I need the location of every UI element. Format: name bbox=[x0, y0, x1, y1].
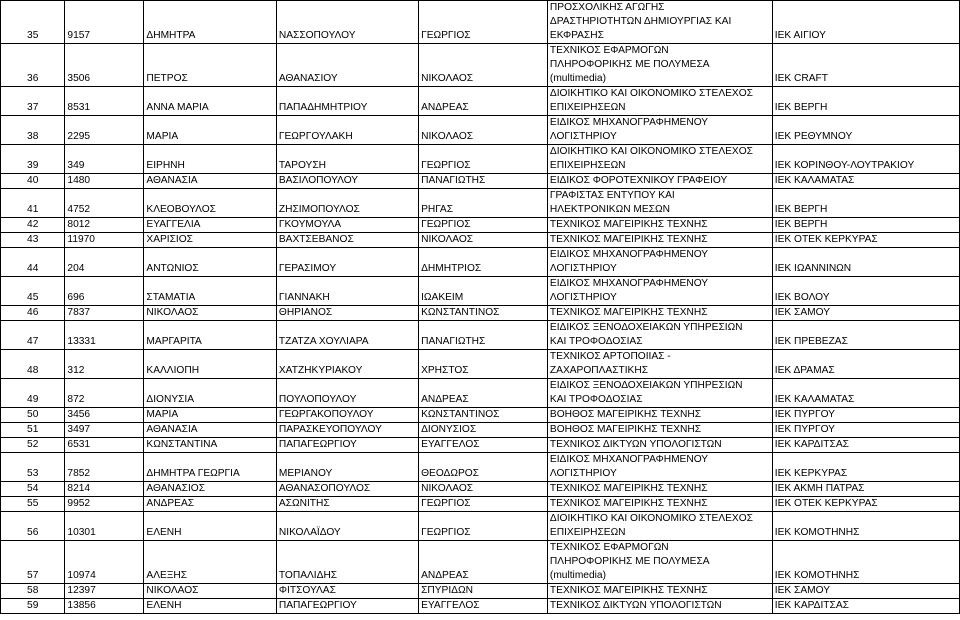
last-name-cell: ΤΑΡΟΥΣΗ bbox=[276, 145, 418, 174]
father-name-cell: ΝΙΚΟΛΑΟΣ bbox=[419, 233, 548, 248]
specialty-cell: ΕΙΔΙΚΟΣ ΜΗΧΑΝΟΓΡΑΦΗΜΕΝΟΥ ΛΟΓΙΣΤΗΡΙΟΥ bbox=[547, 277, 772, 306]
specialty-cell: ΤΕΧΝΙΚΟΣ ΕΦΑΡΜΟΓΩΝ ΠΛΗΡΟΦΟΡΙΚΗΣ ΜΕ ΠΟΛΥΜΕΣΑ (multimedia) bbox=[547, 44, 772, 87]
father-name-cell: ΠΑΝΑΓΙΩΤΗΣ bbox=[419, 174, 548, 189]
table-row bbox=[1, 277, 960, 306]
registration-id-cell: 13856 bbox=[65, 599, 144, 614]
table-row bbox=[1, 174, 960, 189]
registration-id-cell: 6531 bbox=[65, 438, 144, 453]
institute-cell: ΙΕΚ ΔΡΑΜΑΣ bbox=[772, 350, 959, 379]
row-number-cell: 54 bbox=[1, 482, 65, 497]
first-name-cell: ΚΩΝΣΤΑΝΤΙΝΑ bbox=[144, 438, 276, 453]
last-name-cell: ΤΖΑΤΖΑ ΧΟΥΛΙΑΡΑ bbox=[276, 321, 418, 350]
table-row bbox=[1, 423, 960, 438]
registration-id-cell: 696 bbox=[65, 277, 144, 306]
specialty-cell: ΤΕΧΝΙΚΟΣ ΜΑΓΕΙΡΙΚΗΣ ΤΕΧΝΗΣ bbox=[547, 482, 772, 497]
row-number-cell: 51 bbox=[1, 423, 65, 438]
registration-id-cell: 7837 bbox=[65, 306, 144, 321]
father-name-cell: ΠΑΝΑΓΙΩΤΗΣ bbox=[419, 321, 548, 350]
specialty-cell: ΕΙΔΙΚΟΣ ΞΕΝΟΔΟΧΕΙΑΚΩΝ ΥΠΗΡΕΣΙΩΝ ΚΑΙ ΤΡΟΦΟΔΟΣΙΑΣ bbox=[547, 321, 772, 350]
last-name-cell: ΓΕΡΑΣΙΜΟΥ bbox=[276, 248, 418, 277]
last-name-cell: ΤΟΠΑΛΙΔΗΣ bbox=[276, 541, 418, 584]
institute-cell: ΙΕΚ ΚΟΡΙΝΘΟΥ-ΛΟΥΤΡΑΚΙΟΥ bbox=[772, 145, 959, 174]
first-name-cell: ΑΝΝΑ ΜΑΡΙΑ bbox=[144, 87, 276, 116]
institute-cell: ΙΕΚ ΑΙΓΙΟΥ bbox=[772, 1, 959, 44]
first-name-cell: ΚΛΕΟΒΟΥΛΟΣ bbox=[144, 189, 276, 218]
specialty-cell: ΠΡΟΣΧΟΛΙΚΗΣ ΑΓΩΓΗΣ ΔΡΑΣΤΗΡΙΟΤΗΤΩΝ ΔΗΜΙΟΥΡΓΙΑΣ ΚΑΙ ΕΚΦΡΑΣΗΣ bbox=[547, 1, 772, 44]
father-name-cell: ΑΝΔΡΕΑΣ bbox=[419, 87, 548, 116]
institute-cell: ΙΕΚ ΚΟΜΟΤΗΝΗΣ bbox=[772, 541, 959, 584]
institute-cell: ΙΕΚ ΟΤΕΚ ΚΕΡΚΥΡΑΣ bbox=[772, 497, 959, 512]
institute-cell: ΙΕΚ ΙΩΑΝΝΙΝΩΝ bbox=[772, 248, 959, 277]
specialty-cell: ΕΙΔΙΚΟΣ ΜΗΧΑΝΟΓΡΑΦΗΜΕΝΟΥ ΛΟΓΙΣΤΗΡΙΟΥ bbox=[547, 116, 772, 145]
row-number-cell: 56 bbox=[1, 512, 65, 541]
institute-cell: ΙΕΚ ΠΥΡΓΟΥ bbox=[772, 423, 959, 438]
institute-cell: ΙΕΚ ΚΑΛΑΜΑΤΑΣ bbox=[772, 174, 959, 189]
first-name-cell: ΕΛΕΝΗ bbox=[144, 599, 276, 614]
registration-id-cell: 12397 bbox=[65, 584, 144, 599]
table-row bbox=[1, 379, 960, 408]
father-name-cell: ΔΗΜΗΤΡΙΟΣ bbox=[419, 248, 548, 277]
last-name-cell: ΠΟΥΛΟΠΟΥΛΟΥ bbox=[276, 379, 418, 408]
last-name-cell: ΓΙΑΝΝΑΚΗ bbox=[276, 277, 418, 306]
results-table-body bbox=[1, 1, 960, 614]
registration-id-cell: 11970 bbox=[65, 233, 144, 248]
row-number-cell: 40 bbox=[1, 174, 65, 189]
father-name-cell: ΧΡΗΣΤΟΣ bbox=[419, 350, 548, 379]
father-name-cell: ΝΙΚΟΛΑΟΣ bbox=[419, 482, 548, 497]
specialty-cell: ΤΕΧΝΙΚΟΣ ΜΑΓΕΙΡΙΚΗΣ ΤΕΧΝΗΣ bbox=[547, 306, 772, 321]
last-name-cell: ΠΑΡΑΣΚΕΥΟΠΟΥΛΟΥ bbox=[276, 423, 418, 438]
last-name-cell: ΜΕΡΙΑΝΟΥ bbox=[276, 453, 418, 482]
specialty-cell: ΔΙΟΙΚΗΤΙΚΟ ΚΑΙ ΟΙΚΟΝΟΜΙΚΟ ΣΤΕΛΕΧΟΣ ΕΠΙΧΕΙΡΗΣΕΩΝ bbox=[547, 512, 772, 541]
father-name-cell: ΓΕΩΡΓΙΟΣ bbox=[419, 218, 548, 233]
row-number-cell: 59 bbox=[1, 599, 65, 614]
first-name-cell: ΠΕΤΡΟΣ bbox=[144, 44, 276, 87]
first-name-cell: ΑΝΤΩΝΙΟΣ bbox=[144, 248, 276, 277]
specialty-cell: ΤΕΧΝΙΚΟΣ ΑΡΤΟΠΟΙΙΑΣ - ΖΑΧΑΡΟΠΛΑΣΤΙΚΗΣ bbox=[547, 350, 772, 379]
specialty-cell: ΒΟΗΘΟΣ ΜΑΓΕΙΡΙΚΗΣ ΤΕΧΝΗΣ bbox=[547, 408, 772, 423]
registration-id-cell: 8531 bbox=[65, 87, 144, 116]
registration-id-cell: 312 bbox=[65, 350, 144, 379]
father-name-cell: ΓΕΩΡΓΙΟΣ bbox=[419, 512, 548, 541]
institute-cell: ΙΕΚ ΠΡΕΒΕΖΑΣ bbox=[772, 321, 959, 350]
table-row bbox=[1, 44, 960, 87]
institute-cell: ΙΕΚ CRAFT bbox=[772, 44, 959, 87]
specialty-cell: ΒΟΗΘΟΣ ΜΑΓΕΙΡΙΚΗΣ ΤΕΧΝΗΣ bbox=[547, 423, 772, 438]
specialty-cell: ΤΕΧΝΙΚΟΣ ΕΦΑΡΜΟΓΩΝ ΠΛΗΡΟΦΟΡΙΚΗΣ ΜΕ ΠΟΛΥΜΕΣΑ (multimedia) bbox=[547, 541, 772, 584]
table-row bbox=[1, 497, 960, 512]
row-number-cell: 44 bbox=[1, 248, 65, 277]
registration-id-cell: 10301 bbox=[65, 512, 144, 541]
last-name-cell: ΒΑΣΙΛΟΠΟΥΛΟΥ bbox=[276, 174, 418, 189]
first-name-cell: ΔΗΜΗΤΡΑ ΓΕΩΡΓΙΑ bbox=[144, 453, 276, 482]
last-name-cell: ΧΑΤΖΗΚΥΡΙΑΚΟΥ bbox=[276, 350, 418, 379]
registration-id-cell: 9952 bbox=[65, 497, 144, 512]
first-name-cell: ΚΑΛΛΙΟΠΗ bbox=[144, 350, 276, 379]
registration-id-cell: 8012 bbox=[65, 218, 144, 233]
row-number-cell: 53 bbox=[1, 453, 65, 482]
table-row bbox=[1, 306, 960, 321]
registration-id-cell: 349 bbox=[65, 145, 144, 174]
table-row bbox=[1, 599, 960, 614]
father-name-cell: ΝΙΚΟΛΑΟΣ bbox=[419, 116, 548, 145]
registration-id-cell: 3506 bbox=[65, 44, 144, 87]
table-row bbox=[1, 87, 960, 116]
father-name-cell: ΓΕΩΡΓΙΟΣ bbox=[419, 497, 548, 512]
first-name-cell: ΣΤΑΜΑΤΙΑ bbox=[144, 277, 276, 306]
table-row bbox=[1, 145, 960, 174]
institute-cell: ΙΕΚ ΒΕΡΓΗ bbox=[772, 87, 959, 116]
last-name-cell: ΖΗΣΙΜΟΠΟΥΛΟΣ bbox=[276, 189, 418, 218]
last-name-cell: ΒΑΧΤΣΕΒΑΝΟΣ bbox=[276, 233, 418, 248]
father-name-cell: ΣΠΥΡΙΔΩΝ bbox=[419, 584, 548, 599]
institute-cell: ΙΕΚ ΣΑΜΟΥ bbox=[772, 584, 959, 599]
row-number-cell: 46 bbox=[1, 306, 65, 321]
institute-cell: ΙΕΚ ΚΑΡΔΙΤΣΑΣ bbox=[772, 599, 959, 614]
specialty-cell: ΤΕΧΝΙΚΟΣ ΔΙΚΤΥΩΝ ΥΠΟΛΟΓΙΣΤΩΝ bbox=[547, 599, 772, 614]
table-row bbox=[1, 584, 960, 599]
row-number-cell: 36 bbox=[1, 44, 65, 87]
table-row bbox=[1, 248, 960, 277]
father-name-cell: ΕΥΑΓΓΕΛΟΣ bbox=[419, 438, 548, 453]
specialty-cell: ΔΙΟΙΚΗΤΙΚΟ ΚΑΙ ΟΙΚΟΝΟΜΙΚΟ ΣΤΕΛΕΧΟΣ ΕΠΙΧΕΙΡΗΣΕΩΝ bbox=[547, 87, 772, 116]
first-name-cell: ΝΙΚΟΛΑΟΣ bbox=[144, 306, 276, 321]
last-name-cell: ΦΙΤΣΟΥΛΑΣ bbox=[276, 584, 418, 599]
institute-cell: ΙΕΚ ΑΚΜΗ ΠΑΤΡΑΣ bbox=[772, 482, 959, 497]
table-row bbox=[1, 350, 960, 379]
row-number-cell: 52 bbox=[1, 438, 65, 453]
table-row bbox=[1, 512, 960, 541]
first-name-cell: ΑΘΑΝΑΣΙΑ bbox=[144, 423, 276, 438]
specialty-cell: ΕΙΔΙΚΟΣ ΦΟΡΟΤΕΧΝΙΚΟΥ ΓΡΑΦΕΙΟΥ bbox=[547, 174, 772, 189]
last-name-cell: ΠΑΠΑΓΕΩΡΓΙΟΥ bbox=[276, 599, 418, 614]
specialty-cell: ΤΕΧΝΙΚΟΣ ΜΑΓΕΙΡΙΚΗΣ ΤΕΧΝΗΣ bbox=[547, 584, 772, 599]
table-row bbox=[1, 218, 960, 233]
last-name-cell: ΠΑΠΑΔΗΜΗΤΡΙΟΥ bbox=[276, 87, 418, 116]
row-number-cell: 50 bbox=[1, 408, 65, 423]
institute-cell: ΙΕΚ ΚΑΡΔΙΤΣΑΣ bbox=[772, 438, 959, 453]
registration-id-cell: 9157 bbox=[65, 1, 144, 44]
registration-id-cell: 13331 bbox=[65, 321, 144, 350]
table-row bbox=[1, 408, 960, 423]
row-number-cell: 47 bbox=[1, 321, 65, 350]
father-name-cell: ΝΙΚΟΛΑΟΣ bbox=[419, 44, 548, 87]
institute-cell: ΙΕΚ ΒΕΡΓΗ bbox=[772, 189, 959, 218]
specialty-cell: ΤΕΧΝΙΚΟΣ ΜΑΓΕΙΡΙΚΗΣ ΤΕΧΝΗΣ bbox=[547, 218, 772, 233]
father-name-cell: ΚΩΝΣΤΑΝΤΙΝΟΣ bbox=[419, 306, 548, 321]
first-name-cell: ΑΘΑΝΑΣΙΟΣ bbox=[144, 482, 276, 497]
registration-id-cell: 3497 bbox=[65, 423, 144, 438]
table-row bbox=[1, 233, 960, 248]
institute-cell: ΙΕΚ ΠΥΡΓΟΥ bbox=[772, 408, 959, 423]
last-name-cell: ΑΘΑΝΑΣΟΠΟΥΛΟΣ bbox=[276, 482, 418, 497]
registration-id-cell: 204 bbox=[65, 248, 144, 277]
father-name-cell: ΕΥΑΓΓΕΛΟΣ bbox=[419, 599, 548, 614]
father-name-cell: ΓΕΩΡΓΙΟΣ bbox=[419, 1, 548, 44]
institute-cell: ΙΕΚ ΣΑΜΟΥ bbox=[772, 306, 959, 321]
table-row bbox=[1, 438, 960, 453]
row-number-cell: 45 bbox=[1, 277, 65, 306]
first-name-cell: ΔΗΜΗΤΡΑ bbox=[144, 1, 276, 44]
father-name-cell: ΑΝΔΡΕΑΣ bbox=[419, 379, 548, 408]
row-number-cell: 38 bbox=[1, 116, 65, 145]
row-number-cell: 55 bbox=[1, 497, 65, 512]
registration-id-cell: 4752 bbox=[65, 189, 144, 218]
specialty-cell: ΤΕΧΝΙΚΟΣ ΜΑΓΕΙΡΙΚΗΣ ΤΕΧΝΗΣ bbox=[547, 497, 772, 512]
table-row bbox=[1, 1, 960, 44]
specialty-cell: ΔΙΟΙΚΗΤΙΚΟ ΚΑΙ ΟΙΚΟΝΟΜΙΚΟ ΣΤΕΛΕΧΟΣ ΕΠΙΧΕΙΡΗΣΕΩΝ bbox=[547, 145, 772, 174]
first-name-cell: ΑΛΕΞΗΣ bbox=[144, 541, 276, 584]
row-number-cell: 48 bbox=[1, 350, 65, 379]
specialty-cell: ΕΙΔΙΚΟΣ ΜΗΧΑΝΟΓΡΑΦΗΜΕΝΟΥ ΛΟΓΙΣΤΗΡΙΟΥ bbox=[547, 248, 772, 277]
father-name-cell: ΙΩΑΚΕΙΜ bbox=[419, 277, 548, 306]
first-name-cell: ΔΙΟΝΥΣΙΑ bbox=[144, 379, 276, 408]
father-name-cell: ΑΝΔΡΕΑΣ bbox=[419, 541, 548, 584]
registration-id-cell: 2295 bbox=[65, 116, 144, 145]
table-row bbox=[1, 482, 960, 497]
last-name-cell: ΓΕΩΡΓΑΚΟΠΟΥΛΟΥ bbox=[276, 408, 418, 423]
institute-cell: ΙΕΚ ΚΟΜΟΤΗΝΗΣ bbox=[772, 512, 959, 541]
row-number-cell: 35 bbox=[1, 1, 65, 44]
table-row bbox=[1, 321, 960, 350]
table-row bbox=[1, 541, 960, 584]
first-name-cell: ΝΙΚΟΛΑΟΣ bbox=[144, 584, 276, 599]
institute-cell: ΙΕΚ ΒΕΡΓΗ bbox=[772, 218, 959, 233]
row-number-cell: 37 bbox=[1, 87, 65, 116]
registration-id-cell: 8214 bbox=[65, 482, 144, 497]
first-name-cell: ΕΥΑΓΓΕΛΙΑ bbox=[144, 218, 276, 233]
specialty-cell: ΓΡΑΦΙΣΤΑΣ ΕΝΤΥΠΟΥ ΚΑΙ ΗΛΕΚΤΡΟΝΙΚΩΝ ΜΕΣΩΝ bbox=[547, 189, 772, 218]
father-name-cell: ΚΩΝΣΤΑΝΤΙΝΟΣ bbox=[419, 408, 548, 423]
first-name-cell: ΜΑΡΓΑΡΙΤΑ bbox=[144, 321, 276, 350]
institute-cell: ΙΕΚ ΚΑΛΑΜΑΤΑΣ bbox=[772, 379, 959, 408]
specialty-cell: ΤΕΧΝΙΚΟΣ ΔΙΚΤΥΩΝ ΥΠΟΛΟΓΙΣΤΩΝ bbox=[547, 438, 772, 453]
row-number-cell: 39 bbox=[1, 145, 65, 174]
registration-id-cell: 3456 bbox=[65, 408, 144, 423]
first-name-cell: ΧΑΡΙΣΙΟΣ bbox=[144, 233, 276, 248]
registration-id-cell: 10974 bbox=[65, 541, 144, 584]
specialty-cell: ΕΙΔΙΚΟΣ ΞΕΝΟΔΟΧΕΙΑΚΩΝ ΥΠΗΡΕΣΙΩΝ ΚΑΙ ΤΡΟΦΟΔΟΣΙΑΣ bbox=[547, 379, 772, 408]
row-number-cell: 43 bbox=[1, 233, 65, 248]
last-name-cell: ΝΙΚΟΛΑΪΔΟΥ bbox=[276, 512, 418, 541]
father-name-cell: ΓΕΩΡΓΙΟΣ bbox=[419, 145, 548, 174]
institute-cell: ΙΕΚ ΒΟΛΟΥ bbox=[772, 277, 959, 306]
father-name-cell: ΘΕΟΔΩΡΟΣ bbox=[419, 453, 548, 482]
last-name-cell: ΠΑΠΑΓΕΩΡΓΙΟΥ bbox=[276, 438, 418, 453]
registration-id-cell: 872 bbox=[65, 379, 144, 408]
last-name-cell: ΑΣΩΝΙΤΗΣ bbox=[276, 497, 418, 512]
last-name-cell: ΘΗΡΙΑΝΟΣ bbox=[276, 306, 418, 321]
table-row bbox=[1, 453, 960, 482]
specialty-cell: ΕΙΔΙΚΟΣ ΜΗΧΑΝΟΓΡΑΦΗΜΕΝΟΥ ΛΟΓΙΣΤΗΡΙΟΥ bbox=[547, 453, 772, 482]
row-number-cell: 57 bbox=[1, 541, 65, 584]
row-number-cell: 58 bbox=[1, 584, 65, 599]
institute-cell: ΙΕΚ ΡΕΘΥΜΝΟΥ bbox=[772, 116, 959, 145]
row-number-cell: 49 bbox=[1, 379, 65, 408]
father-name-cell: ΔΙΟΝΥΣΙΟΣ bbox=[419, 423, 548, 438]
institute-cell: ΙΕΚ ΟΤΕΚ ΚΕΡΚΥΡΑΣ bbox=[772, 233, 959, 248]
specialty-cell: ΤΕΧΝΙΚΟΣ ΜΑΓΕΙΡΙΚΗΣ ΤΕΧΝΗΣ bbox=[547, 233, 772, 248]
first-name-cell: ΑΘΑΝΑΣΙΑ bbox=[144, 174, 276, 189]
last-name-cell: ΓΕΩΡΓΟΥΛΑΚΗ bbox=[276, 116, 418, 145]
row-number-cell: 42 bbox=[1, 218, 65, 233]
last-name-cell: ΝΑΣΣΟΠΟΥΛΟΥ bbox=[276, 1, 418, 44]
first-name-cell: ΕΙΡΗΝΗ bbox=[144, 145, 276, 174]
first-name-cell: ΑΝΔΡΕΑΣ bbox=[144, 497, 276, 512]
institute-cell: ΙΕΚ ΚΕΡΚΥΡΑΣ bbox=[772, 453, 959, 482]
registration-id-cell: 1480 bbox=[65, 174, 144, 189]
father-name-cell: ΡΗΓΑΣ bbox=[419, 189, 548, 218]
registration-id-cell: 7852 bbox=[65, 453, 144, 482]
first-name-cell: ΜΑΡΙΑ bbox=[144, 116, 276, 145]
table-row bbox=[1, 116, 960, 145]
row-number-cell: 41 bbox=[1, 189, 65, 218]
first-name-cell: ΕΛΕΝΗ bbox=[144, 512, 276, 541]
table-row bbox=[1, 189, 960, 218]
first-name-cell: ΜΑΡΙΑ bbox=[144, 408, 276, 423]
last-name-cell: ΑΘΑΝΑΣΙΟΥ bbox=[276, 44, 418, 87]
last-name-cell: ΓΚΟΥΜΟΥΛΑ bbox=[276, 218, 418, 233]
